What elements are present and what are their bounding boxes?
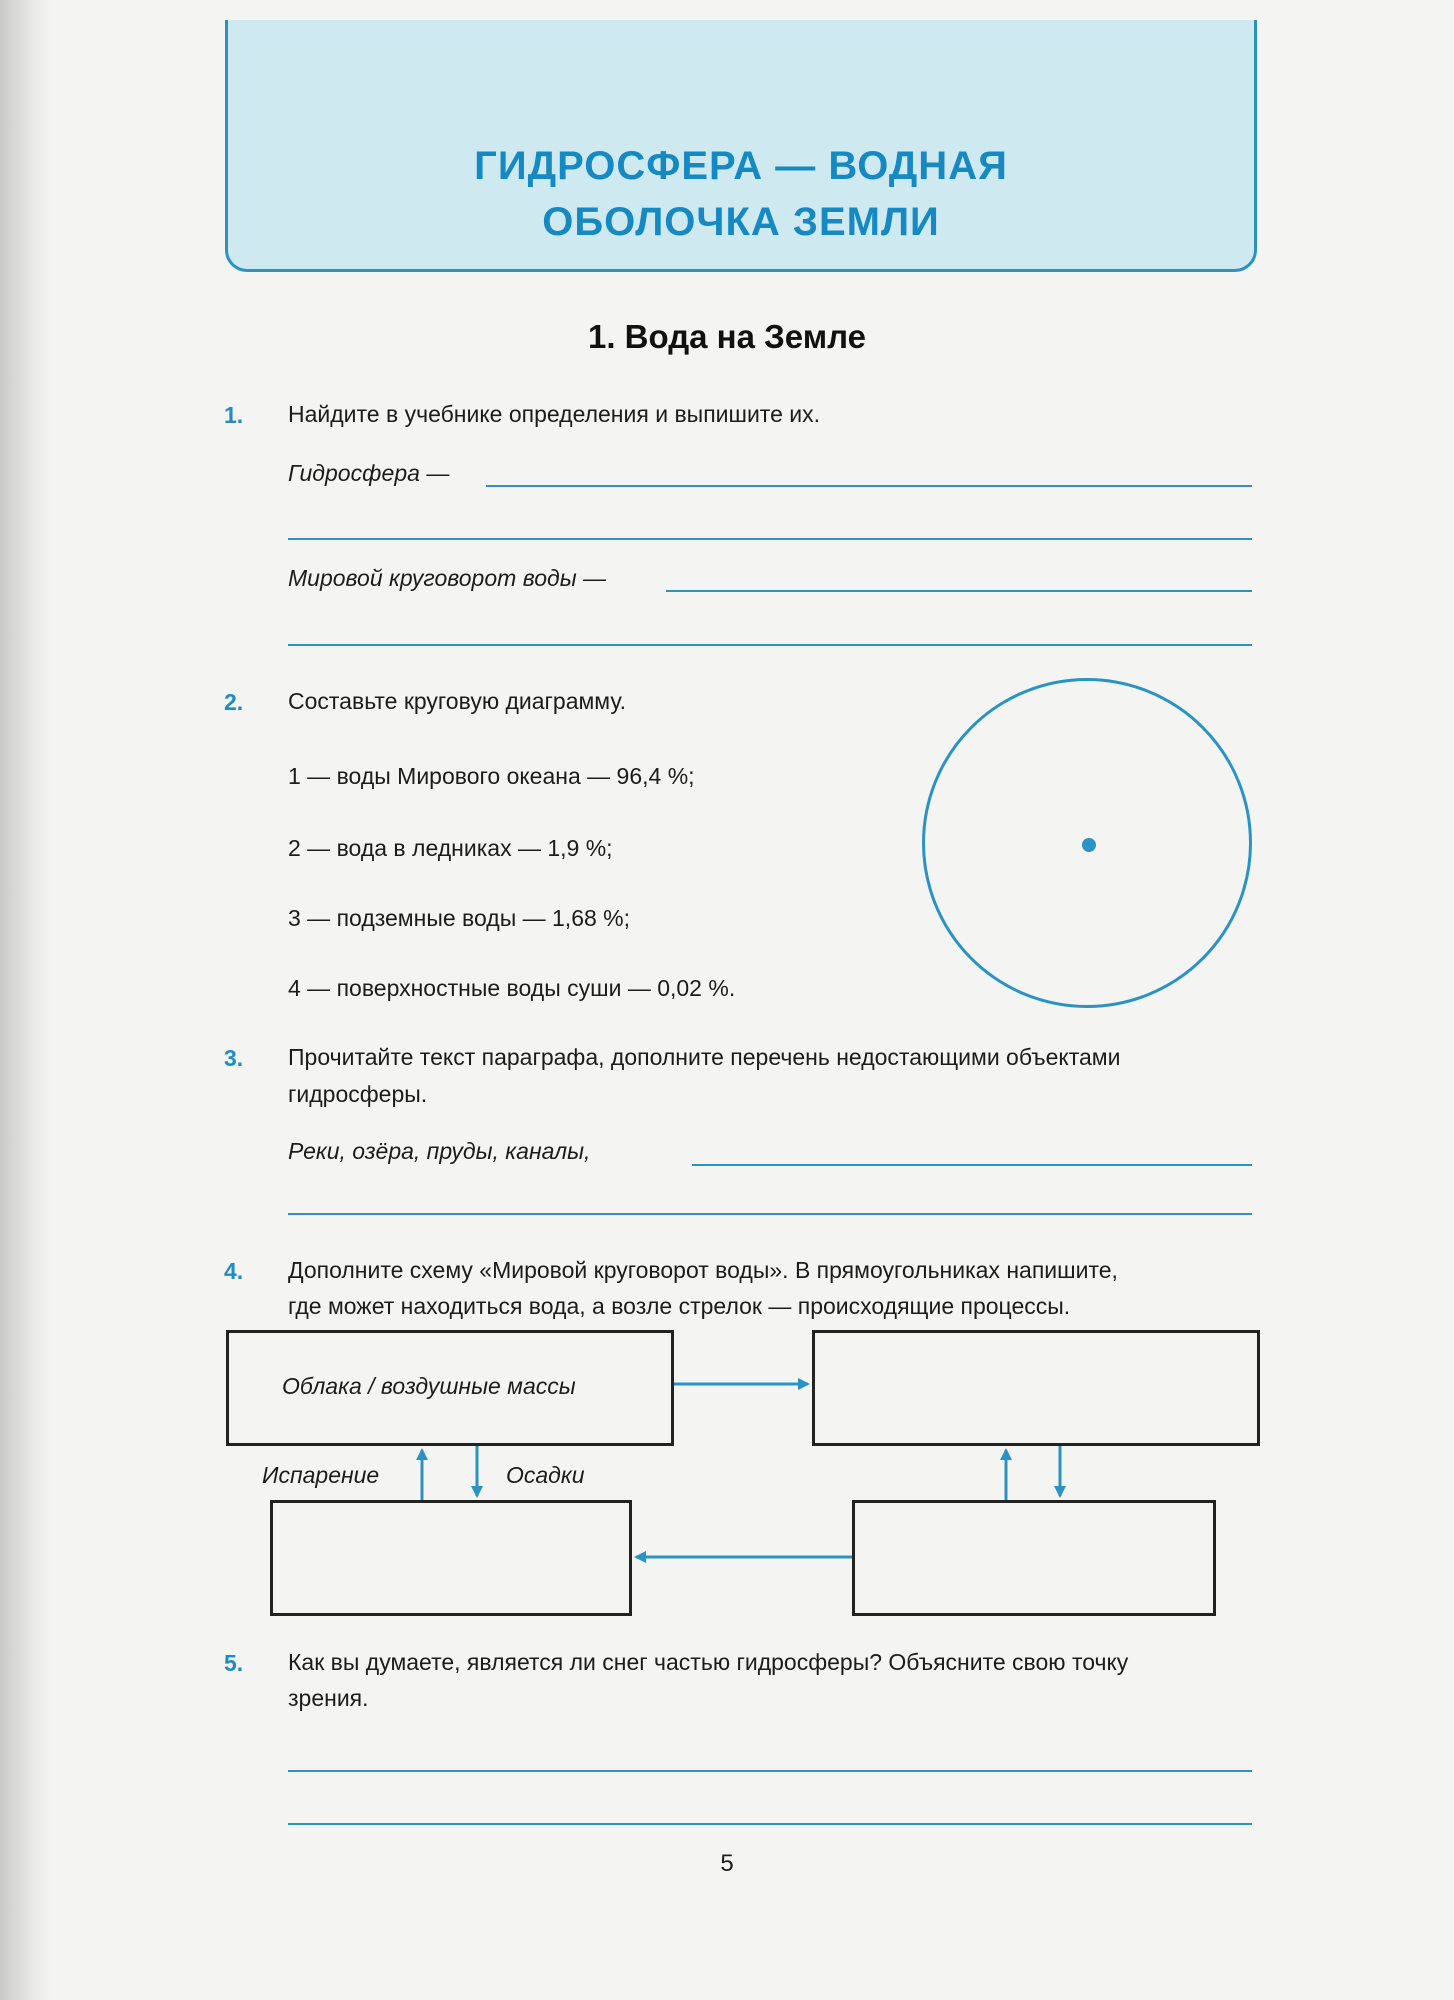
task5-text-line2: зрения.: [288, 1685, 369, 1711]
task3-number: 3.: [224, 1045, 244, 1071]
task2-item-3: 3 — подземные воды — 1,68 %;: [288, 905, 631, 931]
task4-number: 4.: [224, 1258, 244, 1284]
task2-item-1: 1 — воды Мирового океана — 96,4 %;: [288, 763, 695, 789]
label-evaporation: Испарение: [262, 1462, 380, 1488]
chapter-title-line2: ОБОЛОЧКА ЗЕМЛИ: [542, 200, 940, 244]
task4-text-line2: где может находиться вода, а возле стрелок — происходящие процессы.: [288, 1293, 1071, 1319]
task3-prefilled: Реки, озёра, пруды, каналы,: [288, 1138, 591, 1164]
task1-text: Найдите в учебнике определения и выпишите их.: [288, 401, 820, 427]
scheme-box-clouds-label: Облака / воздушные массы: [282, 1373, 576, 1399]
task5-number: 5.: [224, 1650, 244, 1676]
answer-line[interactable]: [288, 1770, 1252, 1772]
task3-text-line1: Прочитайте текст параграфа, дополните перечень недостающими объектами: [288, 1044, 1121, 1070]
page-number: 5: [720, 1850, 734, 1877]
task2-item-2: 2 — вода в ледниках — 1,9 %;: [288, 835, 613, 861]
task1-number: 1.: [224, 402, 244, 428]
task2-text: Составьте круговую диаграмму.: [288, 688, 626, 714]
task5-text-line1: Как вы думаете, является ли снег частью гидросферы? Объясните свою точку: [288, 1649, 1129, 1675]
task2-item-4: 4 — поверхностные воды суши — 0,02 %.: [288, 975, 736, 1001]
label-precipitation: Осадки: [506, 1462, 585, 1488]
task1-term-water-cycle: Мировой круговорот воды —: [288, 565, 607, 591]
task4-text-line1: Дополните схему «Мировой круговорот воды». В прямоугольниках напишите,: [288, 1257, 1118, 1283]
chapter-title-line1: ГИДРОСФЕРА — ВОДНАЯ: [474, 144, 1008, 188]
lesson-title: 1. Вода на Земле: [587, 318, 867, 355]
task2-number: 2.: [224, 689, 244, 715]
task1-term-hydrosphere: Гидросфера —: [288, 460, 450, 486]
answer-line[interactable]: [288, 1823, 1252, 1825]
task3-text-line2: гидросферы.: [288, 1081, 428, 1107]
